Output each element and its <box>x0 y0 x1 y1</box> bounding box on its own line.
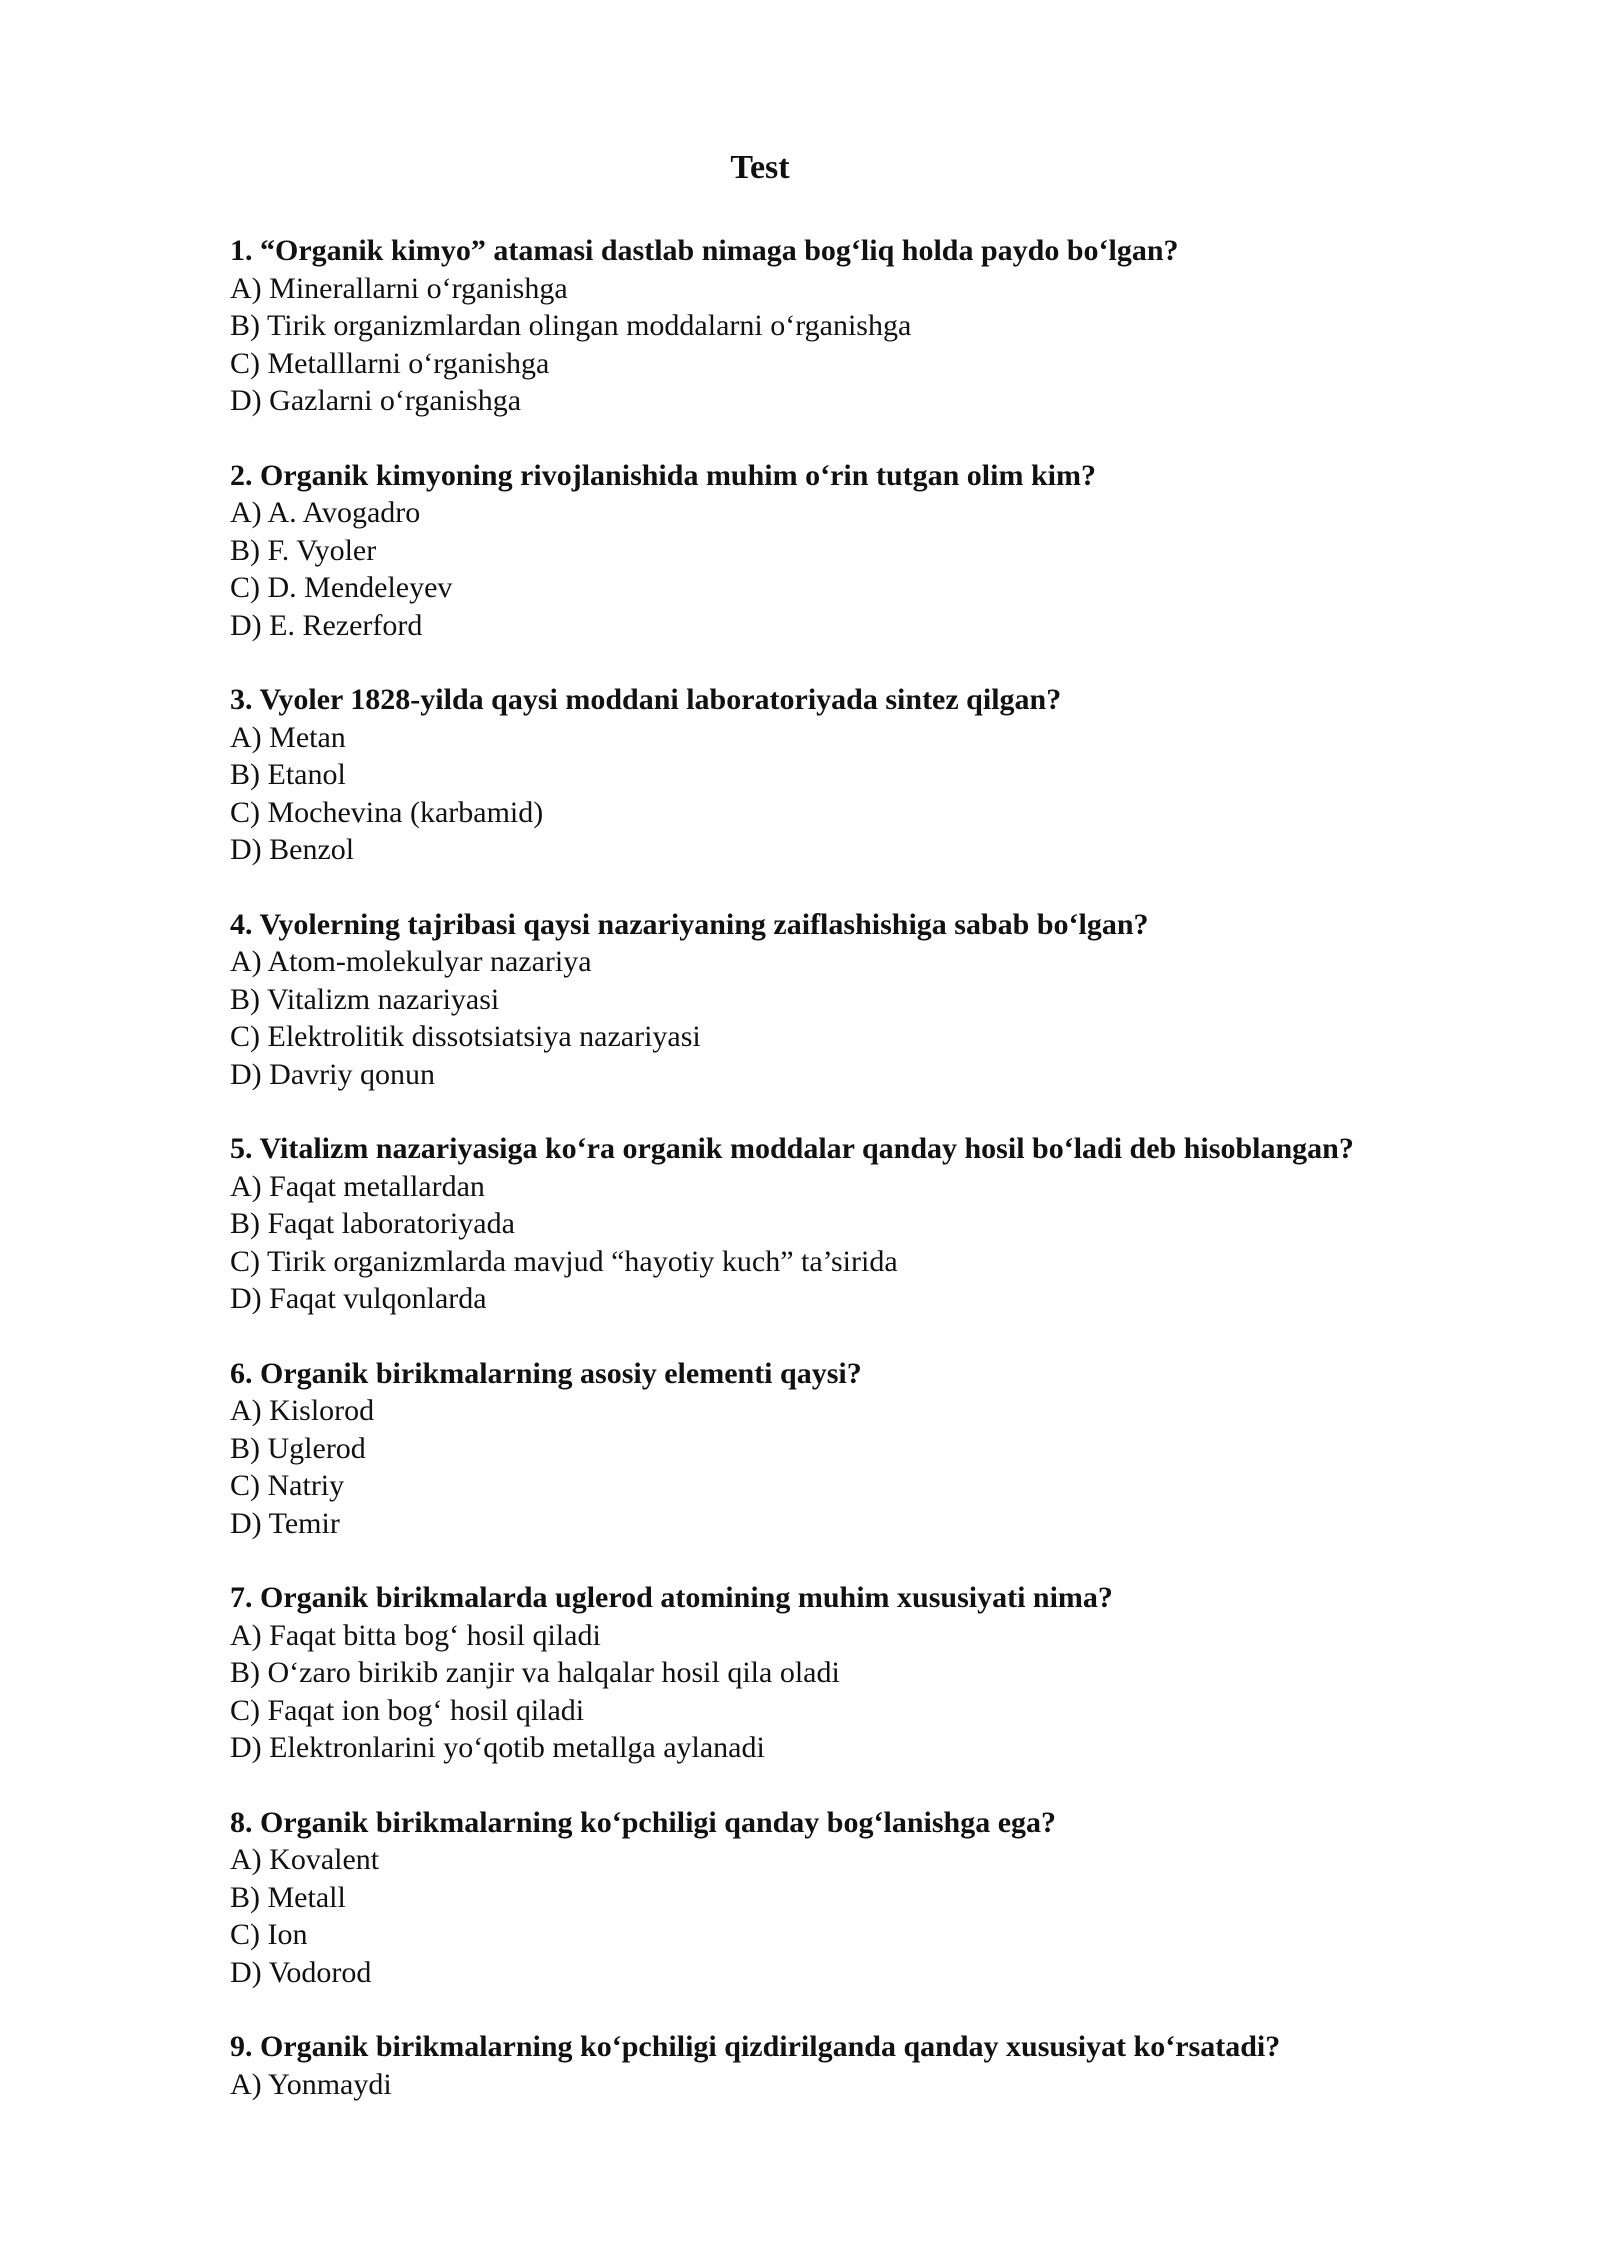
answer-option: B) O‘zaro birikib zanjir va halqalar hosil qila oladi <box>230 1656 840 1689</box>
answer-option: A) Kislorod <box>230 1394 375 1427</box>
answer-option: A) Minerallarni o‘rganishga <box>230 271 568 305</box>
answer-option: B) Metall <box>230 1880 346 1914</box>
question-block <box>230 457 1530 645</box>
question-block <box>230 2028 1530 2103</box>
answer-option: A) Atom-molekulyar nazariya <box>230 945 592 978</box>
question-text: 1. “Organik kimyo” atamasi dastlab nimaga bog‘liq holda paydo bo‘lgan? <box>230 234 1179 267</box>
answer-option: D) Davriy qonun <box>230 1057 435 1091</box>
question-text: 4. Vyolerning tajribasi qaysi nazariyaning zaiflashishiga sabab bo‘lgan? <box>230 907 1149 941</box>
answer-option: A) A. Avogadro <box>230 496 421 529</box>
answer-option: A) Kovalent <box>230 1843 380 1876</box>
answer-option: C) Ion <box>230 1918 308 1951</box>
answer-option: A) Metan <box>230 720 346 754</box>
page-title: Test <box>730 149 790 186</box>
answer-option: A) Yonmaydi <box>230 2067 392 2101</box>
answer-option: C) Elektrolitik dissotsiatsiya nazariyasi <box>230 1020 701 1053</box>
answer-option: C) Natriy <box>230 1469 345 1502</box>
answer-option: B) Etanol <box>230 758 346 791</box>
question-block <box>230 906 1530 1094</box>
question-text: 3. Vyoler 1828-yilda qaysi moddani laboratoriyada sintez qilgan? <box>230 683 1062 716</box>
question-text: 5. Vitalizm nazariyasiga ko‘ra organik moddalar qanday hosil bo‘ladi deb hisoblangan? <box>230 1132 1354 1165</box>
answer-option: D) Vodorod <box>230 1955 372 1989</box>
question-block <box>230 232 1530 420</box>
answer-option: A) Faqat bitta bog‘ hosil qiladi <box>230 1618 601 1652</box>
answer-option: B) F. Vyoler <box>230 533 377 567</box>
question-text: 9. Organik birikmalarning ko‘pchiligi qizdirilganda qanday xususiyat ko‘rsatadi? <box>230 2030 1281 2063</box>
question-list <box>230 232 1530 2140</box>
question-block <box>230 1355 1530 1543</box>
answer-option: D) Benzol <box>230 833 355 866</box>
answer-option: B) Uglerod <box>230 1431 366 1465</box>
answer-option: B) Faqat laboratoriyada <box>230 1207 515 1240</box>
answer-option: D) Temir <box>230 1506 340 1540</box>
answer-option: C) Tirik organizmlarda mavjud “hayotiy kuch” ta’sirida <box>230 1244 898 1278</box>
question-text: 2. Organik kimyoning rivojlanishida muhim o‘rin tutgan olim kim? <box>230 458 1096 492</box>
question-block <box>230 681 1530 869</box>
question-block <box>230 1130 1530 1318</box>
answer-option: D) Gazlarni o‘rganishga <box>230 384 522 417</box>
answer-option: C) Faqat ion bog‘ hosil qiladi <box>230 1693 585 1727</box>
answer-option: B) Tirik organizmlardan olingan moddalarni o‘rganishga <box>230 309 912 342</box>
answer-option: D) E. Rezerford <box>230 608 423 642</box>
question-block <box>230 1804 1530 1992</box>
question-text: 7. Organik birikmalarda uglerod atomining muhim xususiyati nima? <box>230 1581 1113 1614</box>
answer-option: D) Faqat vulqonlarda <box>230 1282 487 1315</box>
question-text: 8. Organik birikmalarning ko‘pchiligi qanday bog‘lanishga ega? <box>230 1805 1057 1839</box>
question-block <box>230 1579 1530 1767</box>
question-text: 6. Organik birikmalarning asosiy elementi qaysi? <box>230 1356 862 1390</box>
answer-option: C) D. Mendeleyev <box>230 571 453 604</box>
answer-option: C) Mochevina (karbamid) <box>230 795 544 829</box>
answer-option: C) Metalllarni o‘rganishga <box>230 346 550 380</box>
answer-option: A) Faqat metallardan <box>230 1169 485 1203</box>
answer-option: D) Elektronlarini yo‘qotib metallga aylanadi <box>230 1731 765 1764</box>
answer-option: B) Vitalizm nazariyasi <box>230 982 500 1016</box>
